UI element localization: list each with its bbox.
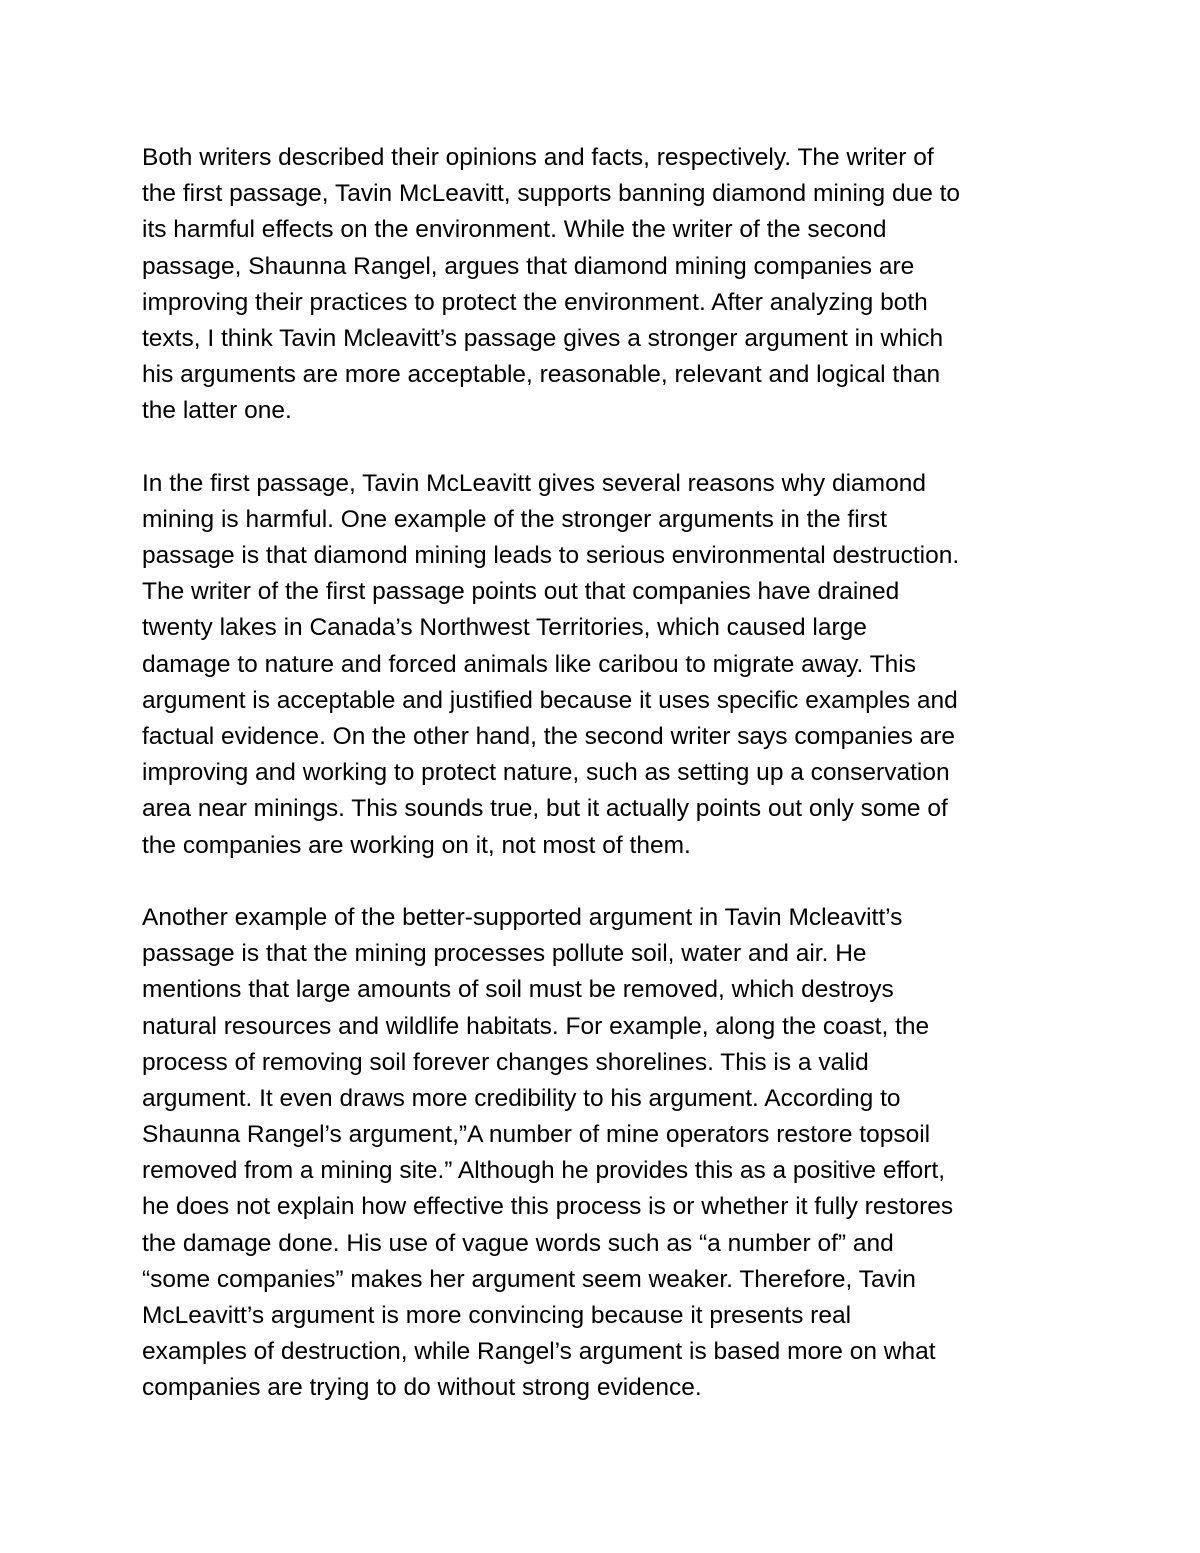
paragraph-3 (142, 900, 1072, 1407)
text-line: improving their practices to protect the environment. After analyzing both (142, 288, 928, 316)
text-line: the damage done. His use of vague words such as “a number of” and (142, 1229, 894, 1257)
paragraph-spacer (142, 864, 1072, 900)
paragraph-2 (142, 466, 1072, 864)
text-line: removed from a mining site.” Although he provides this as a positive effort, (142, 1157, 946, 1185)
text-line: Shaunna Rangel’s argument,”A number of mine operators restore topsoil (142, 1121, 931, 1149)
text-line: In the first passage, Tavin McLeavitt gives several reasons why diamond (142, 469, 926, 497)
text-line: passage is that diamond mining leads to serious environmental destruction. (142, 542, 960, 570)
document-body (142, 140, 1072, 1407)
text-line: McLeavitt’s argument is more convincing because it presents real (142, 1302, 852, 1329)
text-line: improving and working to protect nature, such as setting up a conservation (142, 759, 950, 787)
text-line: his arguments are more acceptable, reasonable, relevant and logical than (142, 361, 941, 389)
text-line: Both writers described their opinions and facts, respectively. The writer of (142, 144, 934, 171)
text-line: the first passage, Tavin McLeavitt, supports banning diamond mining due to (142, 180, 961, 208)
text-line: he does not explain how effective this process is or whether it fully restores (142, 1193, 954, 1221)
text-line: examples of destruction, while Rangel’s argument is based more on what (142, 1338, 936, 1366)
text-line: damage to nature and forced animals like caribou to migrate away. This (142, 650, 916, 678)
text-line: “some companies” makes her argument seem weaker. Therefore, Tavin (142, 1265, 916, 1293)
text-line: mining is harmful. One example of the stronger arguments in the first (142, 505, 887, 533)
text-line: The writer of the first passage points out that companies have drained (142, 578, 900, 606)
text-line: the latter one. (142, 397, 292, 425)
text-line: twenty lakes in Canada’s Northwest Territories, which caused large (142, 614, 867, 642)
text-line: factual evidence. On the other hand, the second writer says companies are (142, 723, 956, 750)
text-line: natural resources and wildlife habitats. For example, along the coast, the (142, 1012, 930, 1040)
paragraph-spacer (142, 430, 1072, 466)
text-line: Another example of the better-supported argument in Tavin Mcleavitt’s (142, 903, 903, 931)
text-line: passage is that the mining processes pollute soil, water and air. He (142, 940, 867, 968)
text-line: area near minings. This sounds true, but it actually points out only some of (142, 795, 948, 823)
text-line: texts, I think Tavin Mcleavitt’s passage gives a stronger argument in which (142, 324, 944, 352)
text-line: mentions that large amounts of soil must be removed, which destroys (142, 976, 894, 1004)
text-line: companies are trying to do without strong evidence. (142, 1374, 702, 1402)
text-line: process of removing soil forever changes shorelines. This is a valid (142, 1048, 869, 1076)
text-line: the companies are working on it, not most of them. (142, 831, 691, 859)
paragraph-1 (142, 140, 1072, 430)
text-line: argument is acceptable and justified because it uses specific examples and (142, 686, 958, 714)
text-line: argument. It even draws more credibility to his argument. According to (142, 1084, 901, 1112)
text-line: passage, Shaunna Rangel, argues that diamond mining companies are (142, 252, 915, 280)
text-line: its harmful effects on the environment. While the writer of the second (142, 216, 887, 244)
